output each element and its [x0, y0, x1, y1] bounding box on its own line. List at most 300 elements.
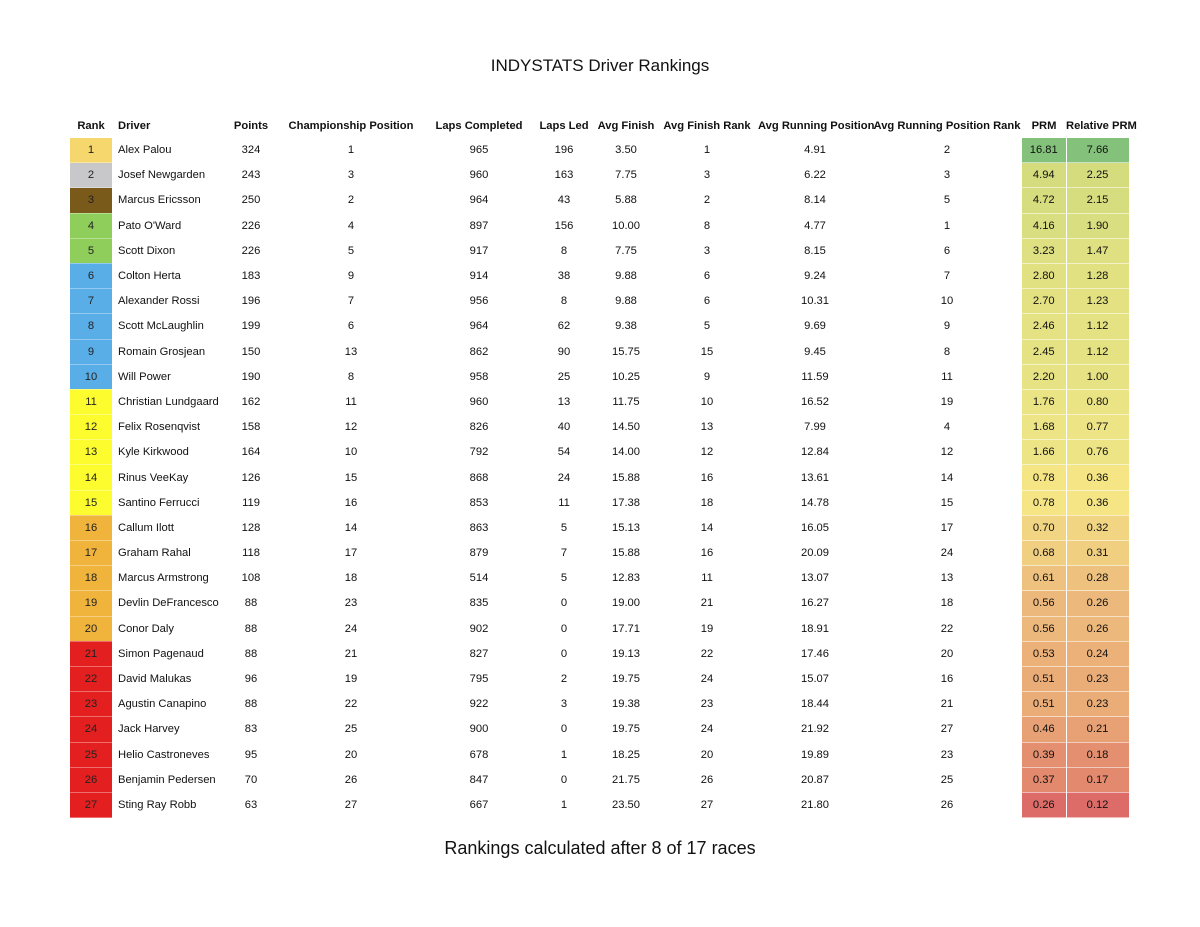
avg-finish-cell: 15.13 [612, 521, 640, 534]
prm-cell: 0.70 [1022, 515, 1066, 540]
avg-finish-cell: 3.50 [615, 144, 637, 157]
avg-finish-rank-cell: 27 [700, 798, 714, 811]
points-cell: 158 [241, 421, 261, 434]
relative-prm-cell: 0.17 [1066, 767, 1129, 792]
laps-led-cell: 8 [560, 295, 568, 308]
points-cell: 226 [241, 244, 261, 257]
championship-position-cell: 1 [347, 144, 355, 157]
points-cell: 199 [241, 320, 261, 333]
avg-running-position-cell: 20.09 [801, 547, 829, 560]
avg-running-position-cell: 8.15 [804, 244, 826, 257]
driver-cell: Felix Rosenqvist [118, 421, 201, 434]
driver-cell: David Malukas [118, 673, 192, 686]
table-row [70, 616, 1129, 641]
avg-running-position-rank-cell: 22 [940, 622, 954, 635]
driver-cell: Marcus Armstrong [118, 572, 209, 585]
avg-finish-cell: 19.38 [612, 698, 640, 711]
table-body [70, 138, 1129, 818]
relative-prm-cell: 0.76 [1066, 440, 1129, 465]
relative-prm-cell: 0.80 [1066, 389, 1129, 414]
avg-finish-rank-cell: 26 [700, 773, 714, 786]
avg-running-position-cell: 15.07 [801, 673, 829, 686]
avg-running-position-cell: 19.89 [801, 748, 829, 761]
avg-running-position-cell: 13.07 [801, 572, 829, 585]
points-cell: 150 [241, 345, 261, 358]
laps-completed-cell: 900 [469, 723, 489, 736]
avg-running-position-cell: 4.77 [804, 219, 826, 232]
avg-finish-cell: 9.88 [615, 270, 637, 283]
laps-led-cell: 1 [560, 748, 568, 761]
laps-completed-cell: 835 [469, 597, 489, 610]
championship-position-cell: 9 [347, 270, 355, 283]
laps-led-cell: 54 [557, 446, 571, 459]
prm-cell: 16.81 [1022, 138, 1066, 163]
table-row [70, 490, 1129, 515]
points-cell: 190 [241, 370, 261, 383]
laps-completed-cell: 958 [469, 370, 489, 383]
avg-finish-cell: 15.88 [612, 547, 640, 560]
driver-cell: Helio Castroneves [118, 748, 210, 761]
points-cell: 243 [241, 169, 261, 182]
laps-led-cell: 196 [554, 144, 574, 157]
avg-finish-cell: 17.71 [612, 622, 640, 635]
avg-finish-rank-cell: 15 [700, 345, 714, 358]
table-row [70, 213, 1129, 238]
avg-running-position-rank-cell: 8 [943, 345, 951, 358]
relative-prm-cell: 0.28 [1066, 566, 1129, 591]
avg-running-position-cell: 20.87 [801, 773, 829, 786]
points-cell: 96 [244, 673, 258, 686]
rank-cell: 13 [70, 440, 112, 465]
driver-cell: Agustin Canapino [118, 698, 207, 711]
laps-led-cell: 25 [557, 370, 571, 383]
table-row [70, 238, 1129, 263]
driver-cell: Pato O'Ward [118, 219, 182, 232]
relative-prm-cell: 0.36 [1066, 490, 1129, 515]
laps-completed-cell: 902 [469, 622, 489, 635]
points-cell: 324 [241, 144, 261, 157]
avg-running-position-rank-cell: 2 [943, 144, 951, 157]
rank-cell: 10 [70, 364, 112, 389]
prm-cell: 0.56 [1022, 591, 1066, 616]
laps-completed-cell: 678 [469, 748, 489, 761]
avg-running-position-cell: 21.80 [801, 798, 829, 811]
driver-cell: Colton Herta [118, 270, 181, 283]
avg-running-position-cell: 9.69 [804, 320, 826, 333]
driver-cell: Alex Palou [118, 144, 172, 157]
avg-running-position-rank-cell: 17 [940, 521, 954, 534]
avg-running-position-rank-cell: 12 [940, 446, 954, 459]
laps-led-cell: 0 [560, 597, 568, 610]
avg-finish-cell: 21.75 [612, 773, 640, 786]
table-row [70, 289, 1129, 314]
laps-led-cell: 2 [560, 673, 568, 686]
prm-cell: 0.39 [1022, 742, 1066, 767]
table-row [70, 541, 1129, 566]
championship-position-cell: 25 [344, 723, 358, 736]
laps-completed-cell: 795 [469, 673, 489, 686]
avg-running-position-rank-cell: 5 [943, 194, 951, 207]
championship-position-cell: 11 [345, 395, 357, 408]
rank-cell: 8 [70, 314, 112, 339]
avg-running-position-cell: 16.27 [801, 597, 829, 610]
driver-cell: Devlin DeFrancesco [118, 597, 219, 610]
laps-completed-cell: 667 [469, 798, 489, 811]
laps-led-cell: 43 [557, 194, 571, 207]
avg-finish-cell: 10.00 [612, 219, 640, 232]
avg-running-position-rank-cell: 14 [940, 471, 954, 484]
avg-finish-rank-cell: 24 [700, 723, 714, 736]
points-cell: 128 [241, 521, 261, 534]
rank-cell: 25 [70, 742, 112, 767]
laps-completed-cell: 897 [469, 219, 489, 232]
table-row [70, 792, 1129, 817]
championship-position-cell: 24 [344, 622, 358, 635]
points-cell: 118 [242, 547, 260, 560]
prm-cell: 4.72 [1022, 188, 1066, 213]
relative-prm-cell: 0.12 [1066, 792, 1129, 817]
avg-finish-cell: 7.75 [615, 169, 637, 182]
avg-running-position-cell: 21.92 [801, 723, 829, 736]
points-cell: 88 [244, 597, 258, 610]
relative-prm-cell: 1.28 [1066, 263, 1129, 288]
avg-finish-cell: 14.50 [612, 421, 640, 434]
championship-position-cell: 15 [344, 471, 358, 484]
avg-finish-cell: 15.88 [612, 471, 640, 484]
prm-cell: 0.56 [1022, 616, 1066, 641]
points-cell: 83 [244, 723, 258, 736]
laps-led-cell: 7 [560, 547, 568, 560]
table-row [70, 415, 1129, 440]
avg-running-position-rank-cell: 7 [943, 270, 951, 283]
avg-running-position-rank-cell: 24 [940, 547, 954, 560]
avg-finish-cell: 5.88 [615, 194, 637, 207]
rank-cell: 2 [70, 163, 112, 188]
prm-cell: 2.45 [1022, 339, 1066, 364]
driver-cell: Benjamin Pedersen [118, 773, 216, 786]
prm-cell: 2.46 [1022, 314, 1066, 339]
avg-finish-rank-cell: 21 [700, 597, 714, 610]
championship-position-cell: 20 [344, 748, 358, 761]
relative-prm-cell: 0.23 [1066, 666, 1129, 691]
rank-cell: 16 [70, 515, 112, 540]
relative-prm-cell: 2.15 [1066, 188, 1129, 213]
rank-cell: 14 [70, 465, 112, 490]
prm-cell: 0.68 [1022, 541, 1066, 566]
avg-finish-rank-cell: 10 [700, 395, 714, 408]
points-cell: 164 [241, 446, 261, 459]
laps-led-cell: 11 [558, 496, 570, 509]
driver-cell: Josef Newgarden [118, 169, 206, 182]
championship-position-cell: 2 [347, 194, 355, 207]
avg-finish-rank-cell: 18 [700, 496, 714, 509]
col-header-laps-led: Laps Led [539, 120, 589, 132]
table-row [70, 566, 1129, 591]
avg-finish-cell: 19.00 [612, 597, 640, 610]
avg-running-position-rank-cell: 4 [943, 421, 951, 434]
table-row [70, 515, 1129, 540]
laps-completed-cell: 827 [469, 647, 489, 660]
relative-prm-cell: 1.47 [1066, 238, 1129, 263]
table-row [70, 692, 1129, 717]
avg-finish-cell: 15.75 [612, 345, 640, 358]
championship-position-cell: 17 [344, 547, 358, 560]
laps-completed-cell: 914 [469, 270, 489, 283]
laps-completed-cell: 964 [469, 320, 489, 333]
points-cell: 162 [241, 395, 261, 408]
avg-finish-cell: 7.75 [615, 244, 637, 257]
col-header-laps-completed: Laps Completed [435, 120, 523, 132]
laps-led-cell: 3 [560, 698, 568, 711]
championship-position-cell: 8 [347, 370, 355, 383]
avg-running-position-cell: 17.46 [801, 647, 829, 660]
avg-finish-rank-cell: 20 [700, 748, 714, 761]
rank-cell: 7 [70, 289, 112, 314]
prm-cell: 4.16 [1022, 213, 1066, 238]
prm-cell: 2.70 [1022, 289, 1066, 314]
laps-completed-cell: 960 [469, 395, 489, 408]
prm-cell: 2.80 [1022, 263, 1066, 288]
relative-prm-cell: 1.90 [1066, 213, 1129, 238]
avg-running-position-rank-cell: 16 [940, 673, 954, 686]
rank-cell: 17 [70, 541, 112, 566]
table-row [70, 666, 1129, 691]
avg-running-position-rank-cell: 27 [940, 723, 954, 736]
prm-cell: 0.78 [1022, 490, 1066, 515]
points-cell: 88 [244, 698, 258, 711]
table-row [70, 641, 1129, 666]
relative-prm-cell: 0.21 [1066, 717, 1129, 742]
rank-cell: 23 [70, 692, 112, 717]
driver-cell: Scott McLaughlin [118, 320, 204, 333]
rank-cell: 20 [70, 616, 112, 641]
avg-running-position-cell: 4.91 [804, 144, 826, 157]
relative-prm-cell: 0.23 [1066, 692, 1129, 717]
col-header-championship-position: Championship Position [288, 120, 414, 132]
points-cell: 88 [244, 622, 258, 635]
avg-finish-rank-cell: 1 [703, 144, 711, 157]
table-row [70, 767, 1129, 792]
avg-finish-rank-cell: 11 [701, 572, 713, 585]
table-row [70, 339, 1129, 364]
avg-running-position-rank-cell: 13 [940, 572, 954, 585]
avg-running-position-rank-cell: 21 [940, 698, 954, 711]
points-cell: 126 [241, 471, 261, 484]
avg-finish-cell: 19.13 [612, 647, 640, 660]
avg-running-position-cell: 16.52 [801, 395, 829, 408]
table-row [70, 591, 1129, 616]
championship-position-cell: 7 [347, 295, 355, 308]
relative-prm-cell: 2.25 [1066, 163, 1129, 188]
avg-finish-rank-cell: 24 [700, 673, 714, 686]
table-row [70, 389, 1129, 414]
laps-completed-cell: 965 [469, 144, 489, 157]
col-header-avg-running-position-rank: Avg Running Position Rank [873, 120, 1021, 132]
points-cell: 183 [241, 270, 261, 283]
laps-completed-cell: 868 [469, 471, 489, 484]
driver-cell: Will Power [118, 370, 171, 383]
laps-led-cell: 24 [557, 471, 571, 484]
avg-finish-rank-cell: 3 [703, 244, 711, 257]
avg-running-position-rank-cell: 18 [940, 597, 954, 610]
avg-finish-rank-cell: 8 [703, 219, 711, 232]
avg-running-position-rank-cell: 26 [940, 798, 954, 811]
rank-cell: 15 [70, 490, 112, 515]
relative-prm-cell: 0.77 [1066, 415, 1129, 440]
avg-finish-rank-cell: 14 [700, 521, 714, 534]
rank-cell: 3 [70, 188, 112, 213]
avg-running-position-cell: 14.78 [801, 496, 829, 509]
championship-position-cell: 14 [344, 521, 358, 534]
prm-cell: 1.66 [1022, 440, 1066, 465]
rank-cell: 11 [70, 389, 112, 414]
driver-cell: Kyle Kirkwood [118, 446, 189, 459]
driver-cell: Marcus Ericsson [118, 194, 201, 207]
avg-running-position-cell: 18.44 [801, 698, 829, 711]
laps-completed-cell: 853 [469, 496, 489, 509]
laps-completed-cell: 514 [469, 572, 489, 585]
laps-led-cell: 5 [560, 521, 568, 534]
rank-cell: 19 [70, 591, 112, 616]
championship-position-cell: 18 [344, 572, 358, 585]
laps-led-cell: 13 [557, 395, 571, 408]
laps-led-cell: 0 [560, 773, 568, 786]
relative-prm-cell: 0.18 [1066, 742, 1129, 767]
avg-running-position-rank-cell: 10 [940, 295, 954, 308]
rank-cell: 12 [70, 415, 112, 440]
avg-running-position-cell: 11.59 [801, 370, 829, 383]
table-row [70, 188, 1129, 213]
championship-position-cell: 6 [347, 320, 355, 333]
laps-completed-cell: 917 [469, 244, 489, 257]
prm-cell: 3.23 [1022, 238, 1066, 263]
avg-finish-rank-cell: 6 [703, 270, 711, 283]
avg-finish-rank-cell: 9 [703, 370, 711, 383]
prm-cell: 0.51 [1022, 666, 1066, 691]
driver-cell: Rinus VeeKay [118, 471, 189, 484]
rankings-table [70, 114, 1137, 818]
avg-running-position-cell: 6.22 [804, 169, 826, 182]
driver-cell: Santino Ferrucci [118, 496, 200, 509]
avg-finish-rank-cell: 23 [700, 698, 714, 711]
table-row [70, 440, 1129, 465]
laps-completed-cell: 960 [469, 169, 489, 182]
points-cell: 196 [241, 295, 261, 308]
avg-finish-cell: 19.75 [612, 723, 640, 736]
avg-finish-rank-cell: 19 [700, 622, 714, 635]
points-cell: 95 [244, 748, 258, 761]
laps-led-cell: 62 [557, 320, 571, 333]
championship-position-cell: 27 [344, 798, 358, 811]
table-row [70, 465, 1129, 490]
laps-led-cell: 0 [560, 622, 568, 635]
points-cell: 108 [241, 572, 261, 585]
prm-cell: 0.61 [1022, 566, 1066, 591]
points-cell: 119 [242, 496, 260, 509]
laps-completed-cell: 847 [469, 773, 489, 786]
rank-cell: 5 [70, 238, 112, 263]
relative-prm-cell: 1.00 [1066, 364, 1129, 389]
championship-position-cell: 13 [344, 345, 358, 358]
avg-running-position-cell: 16.05 [801, 521, 829, 534]
relative-prm-cell: 7.66 [1066, 138, 1129, 163]
laps-completed-cell: 879 [469, 547, 489, 560]
championship-position-cell: 4 [347, 219, 355, 232]
rank-cell: 6 [70, 263, 112, 288]
prm-cell: 0.37 [1022, 767, 1066, 792]
relative-prm-cell: 0.32 [1066, 515, 1129, 540]
prm-cell: 0.78 [1022, 465, 1066, 490]
rank-cell: 26 [70, 767, 112, 792]
prm-cell: 0.53 [1022, 641, 1066, 666]
rank-cell: 1 [70, 138, 112, 163]
avg-finish-rank-cell: 3 [703, 169, 711, 182]
rank-cell: 22 [70, 666, 112, 691]
col-header-avg-finish-rank: Avg Finish Rank [663, 120, 751, 132]
championship-position-cell: 10 [344, 446, 358, 459]
laps-led-cell: 40 [557, 421, 571, 434]
driver-cell: Simon Pagenaud [118, 647, 204, 660]
avg-finish-cell: 19.75 [612, 673, 640, 686]
avg-running-position-cell: 9.45 [804, 345, 826, 358]
col-header-avg-finish: Avg Finish [597, 120, 655, 132]
rank-cell: 21 [70, 641, 112, 666]
col-header-avg-running-position: Avg Running Position [758, 120, 875, 132]
prm-cell: 2.20 [1022, 364, 1066, 389]
col-header-driver: Driver [118, 120, 151, 132]
page-title: INDYSTATS Driver Rankings [490, 56, 710, 75]
championship-position-cell: 21 [344, 647, 358, 660]
laps-led-cell: 8 [560, 244, 568, 257]
relative-prm-cell: 0.26 [1066, 616, 1129, 641]
driver-cell: Jack Harvey [118, 723, 180, 736]
relative-prm-cell: 0.24 [1066, 641, 1129, 666]
avg-finish-cell: 9.88 [615, 295, 637, 308]
avg-running-position-rank-cell: 19 [940, 395, 954, 408]
avg-running-position-rank-cell: 11 [941, 370, 953, 383]
relative-prm-cell: 1.12 [1066, 314, 1129, 339]
driver-cell: Christian Lundgaard [118, 395, 219, 408]
avg-finish-rank-cell: 22 [700, 647, 714, 660]
avg-finish-cell: 14.00 [612, 446, 640, 459]
points-cell: 63 [244, 798, 258, 811]
points-cell: 88 [244, 647, 258, 660]
table-row [70, 742, 1129, 767]
avg-finish-cell: 23.50 [612, 798, 640, 811]
avg-running-position-cell: 18.91 [801, 622, 829, 635]
championship-position-cell: 23 [344, 597, 358, 610]
header-row [70, 114, 1129, 138]
points-cell: 250 [241, 194, 261, 207]
driver-cell: Romain Grosjean [118, 345, 206, 358]
avg-finish-rank-cell: 6 [703, 295, 711, 308]
rank-cell: 24 [70, 717, 112, 742]
laps-completed-cell: 922 [469, 698, 489, 711]
driver-cell: Scott Dixon [118, 244, 176, 257]
driver-cell: Graham Rahal [118, 547, 191, 560]
championship-position-cell: 22 [344, 698, 358, 711]
prm-cell: 1.68 [1022, 415, 1066, 440]
avg-finish-cell: 18.25 [612, 748, 640, 761]
avg-finish-cell: 17.38 [612, 496, 640, 509]
avg-finish-cell: 11.75 [612, 395, 640, 408]
avg-finish-rank-cell: 12 [700, 446, 714, 459]
relative-prm-cell: 1.23 [1066, 289, 1129, 314]
avg-running-position-cell: 7.99 [804, 421, 826, 434]
laps-led-cell: 90 [557, 345, 571, 358]
driver-cell: Alexander Rossi [118, 295, 200, 308]
rank-cell: 27 [70, 792, 112, 817]
